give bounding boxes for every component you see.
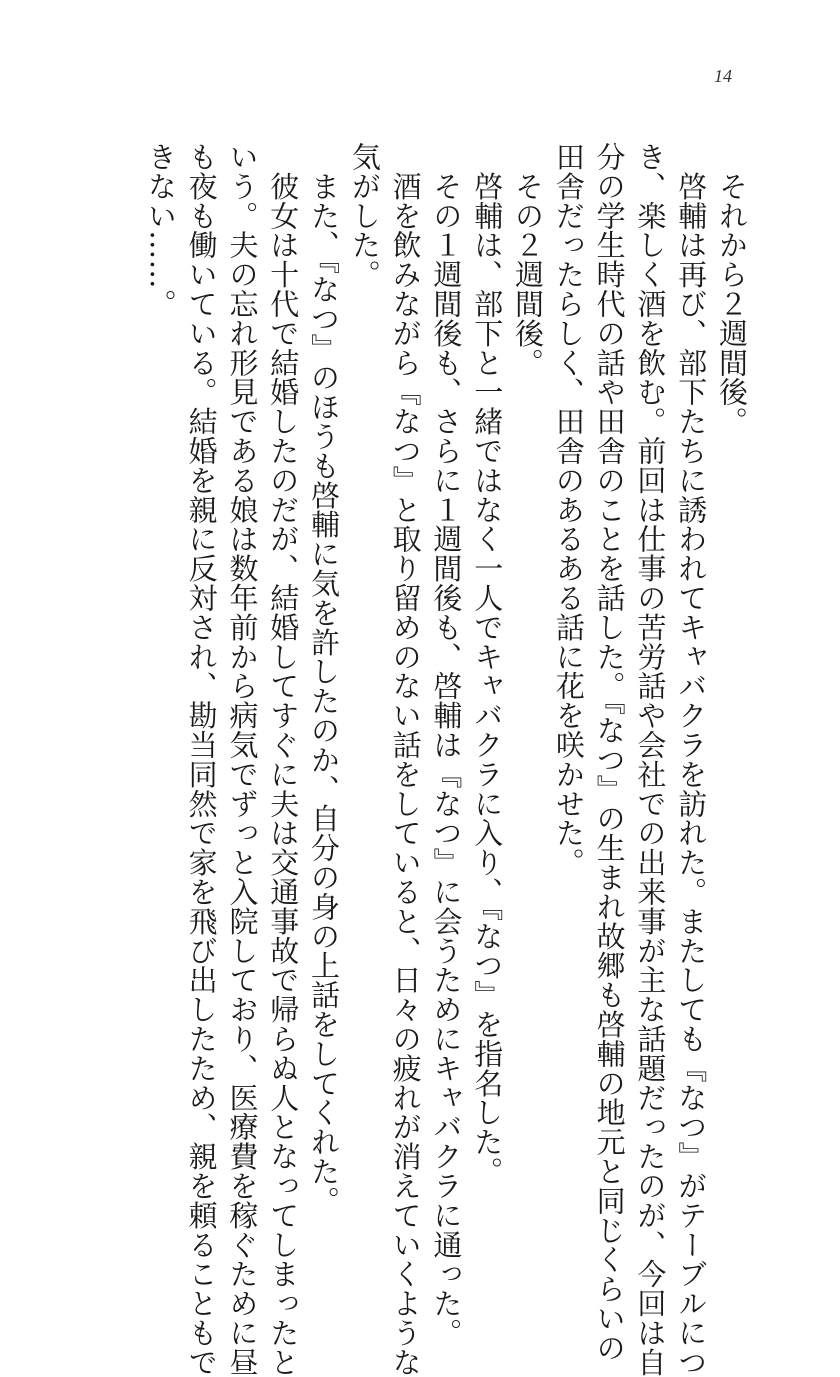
text-line: いう。夫の忘れ形見である娘は数年前から病気でずっと入院しており、医療費を稼ぐために昼	[225, 142, 260, 1377]
text-line: また、『なつ』のほうも啓輔に気を許したのか、自分の身の上話をしてくれた。	[307, 142, 342, 1216]
text-line: 啓輔は再び、部下たちに誘われてキャバクラを訪れた。またしても『なつ』がテーブルにつ	[674, 142, 709, 1377]
text-line: 分の学生時代の話や田舎のことを話した。『なつ』の生まれ故郷も啓輔の地元と同じくらいの	[592, 142, 627, 1363]
text-line: きない……。	[143, 142, 178, 319]
text-line: 田舎だったらしく、田舎のあるある話に花を咲かせた。	[551, 142, 586, 877]
text-line: き、楽しく酒を飲む。前回は仕事の苦労話や会社での出来事が主な話題だったのが、今回は自	[633, 142, 668, 1377]
text-line: 酒を飲みながら『なつ』と取り留めのない話をしていると、日々の疲れが消えていくような	[388, 142, 423, 1377]
body-text	[143, 142, 752, 1377]
text-line: も夜も働いている。結婚を親に反対され、勘当同然で家を飛び出したため、親を頼ることもで	[184, 142, 219, 1377]
text-line: 啓輔は、部下と一緒ではなく一人でキャバクラに入り、『なつ』を指名した。	[470, 142, 505, 1186]
page-number: 14	[714, 66, 732, 86]
text-line: その２週間後。	[511, 142, 546, 378]
text-line: 気がした。	[347, 142, 382, 289]
text-line: その１週間後も、さらに１週間後も、啓輔は『なつ』に会うためにキャバクラに通った。	[429, 142, 464, 1348]
text-line: 彼女は十代で結婚したのだが、結婚してすぐに夫は交通事故で帰らぬ人となってしまったと	[266, 142, 301, 1377]
text-line: それから２週間後。	[715, 142, 749, 436]
